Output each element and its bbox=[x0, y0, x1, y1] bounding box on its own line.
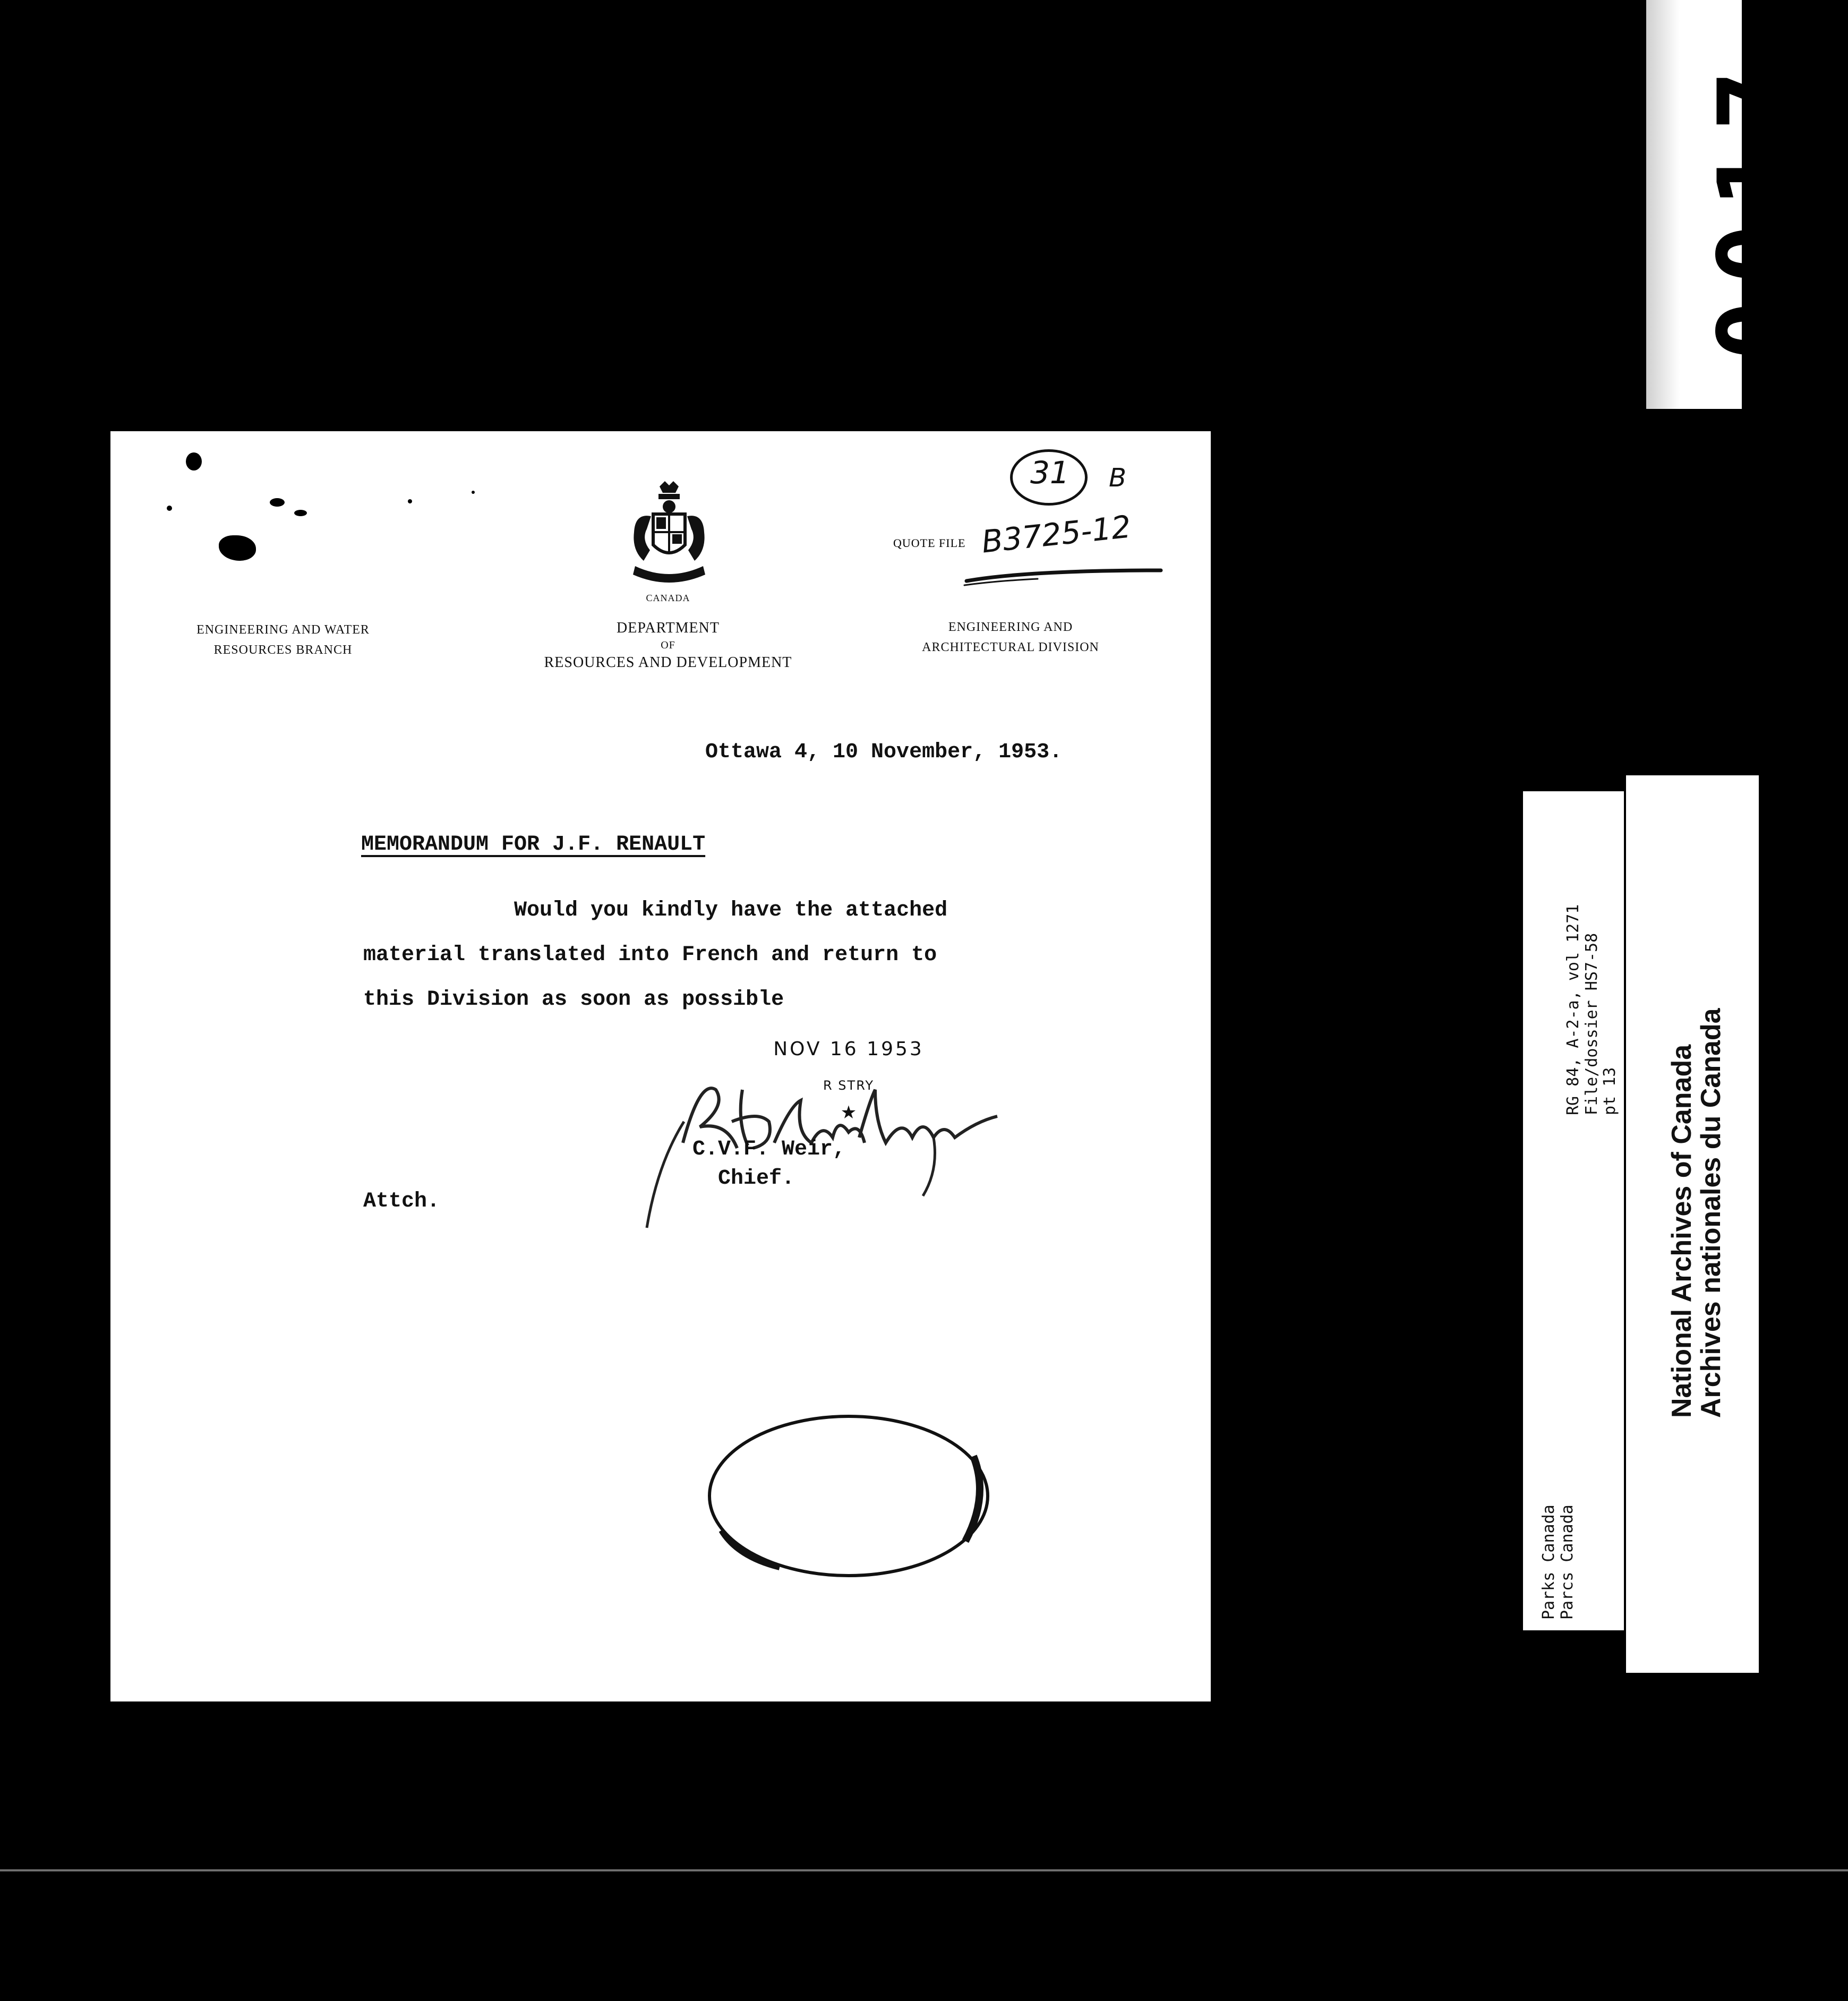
division-line-2: ARCHITECTURAL DIVISION bbox=[922, 640, 1099, 655]
coat-of-arms-icon bbox=[622, 481, 716, 591]
ink-speck bbox=[186, 452, 202, 471]
reel-ref-line-3: pt 13 bbox=[1601, 1067, 1619, 1115]
ink-speck bbox=[408, 499, 412, 503]
department-of-label: OF bbox=[661, 639, 675, 651]
ink-speck bbox=[219, 535, 256, 561]
reel-agency-en: Parks Canada bbox=[1539, 1504, 1558, 1620]
handwritten-superscript: B bbox=[1109, 463, 1126, 493]
film-edge-line bbox=[0, 1869, 1848, 1871]
memo-body-line-3: this Division as soon as possible bbox=[363, 988, 784, 1012]
stamp-registry-text: R STRY bbox=[823, 1078, 874, 1093]
canada-label: CANADA bbox=[646, 593, 690, 603]
ink-speck bbox=[270, 498, 285, 507]
stamp-star-icon: ★ bbox=[840, 1102, 857, 1123]
frame-number-strip bbox=[1646, 0, 1814, 409]
memo-date: Ottawa 4, 10 November, 1953. bbox=[705, 740, 1063, 764]
department-label: DEPARTMENT bbox=[617, 620, 720, 636]
ink-speck bbox=[472, 491, 475, 494]
archives-label-text bbox=[1667, 1008, 1725, 1418]
signer-title: Chief. bbox=[718, 1167, 795, 1191]
division-line-1: ENGINEERING AND bbox=[948, 620, 1073, 634]
memo-paper bbox=[110, 431, 1211, 1701]
archives-name-fr: Archives nationales du Canada bbox=[1695, 1008, 1726, 1418]
reel-agency-fr: Parcs Canada bbox=[1558, 1504, 1577, 1620]
reel-ref-line-2: File/dossier HS7-58 bbox=[1582, 933, 1601, 1115]
division-heading bbox=[896, 617, 1125, 658]
memo-body-line-1: Would you kindly have the attached bbox=[514, 899, 948, 922]
file-number-underline bbox=[963, 565, 1165, 586]
circled-number: 31 bbox=[1030, 455, 1070, 491]
frame-number: 0017 bbox=[1697, 54, 1814, 361]
department-name: RESOURCES AND DEVELOPMENT bbox=[544, 654, 792, 671]
quote-file-label: QUOTE FILE bbox=[893, 536, 966, 550]
branch-heading bbox=[169, 620, 397, 661]
reel-ref-line-1: RG 84, A-2-a, vol 1271 bbox=[1564, 904, 1582, 1115]
signer-name: C.V.F. Weir, bbox=[692, 1138, 846, 1161]
archives-name-en: National Archives of Canada bbox=[1666, 1044, 1697, 1418]
ink-speck bbox=[167, 506, 172, 511]
branch-line-1: ENGINEERING AND WATER bbox=[196, 623, 370, 637]
registry-stamp bbox=[700, 1408, 997, 1584]
memo-title: MEMORANDUM FOR J.F. RENAULT bbox=[361, 833, 706, 857]
attachment-note: Attch. bbox=[363, 1190, 440, 1213]
department-heading bbox=[493, 618, 843, 673]
ink-speck bbox=[294, 510, 307, 516]
reel-reference-text bbox=[1564, 904, 1620, 1115]
memo-body-line-2: material translated into French and return to bbox=[363, 943, 937, 967]
handwritten-file-number: B3725-12 bbox=[980, 508, 1133, 560]
stamp-date: NOV 16 1953 bbox=[773, 1038, 924, 1060]
branch-line-2: RESOURCES BRANCH bbox=[213, 643, 353, 657]
reel-agency-text bbox=[1540, 1504, 1577, 1620]
